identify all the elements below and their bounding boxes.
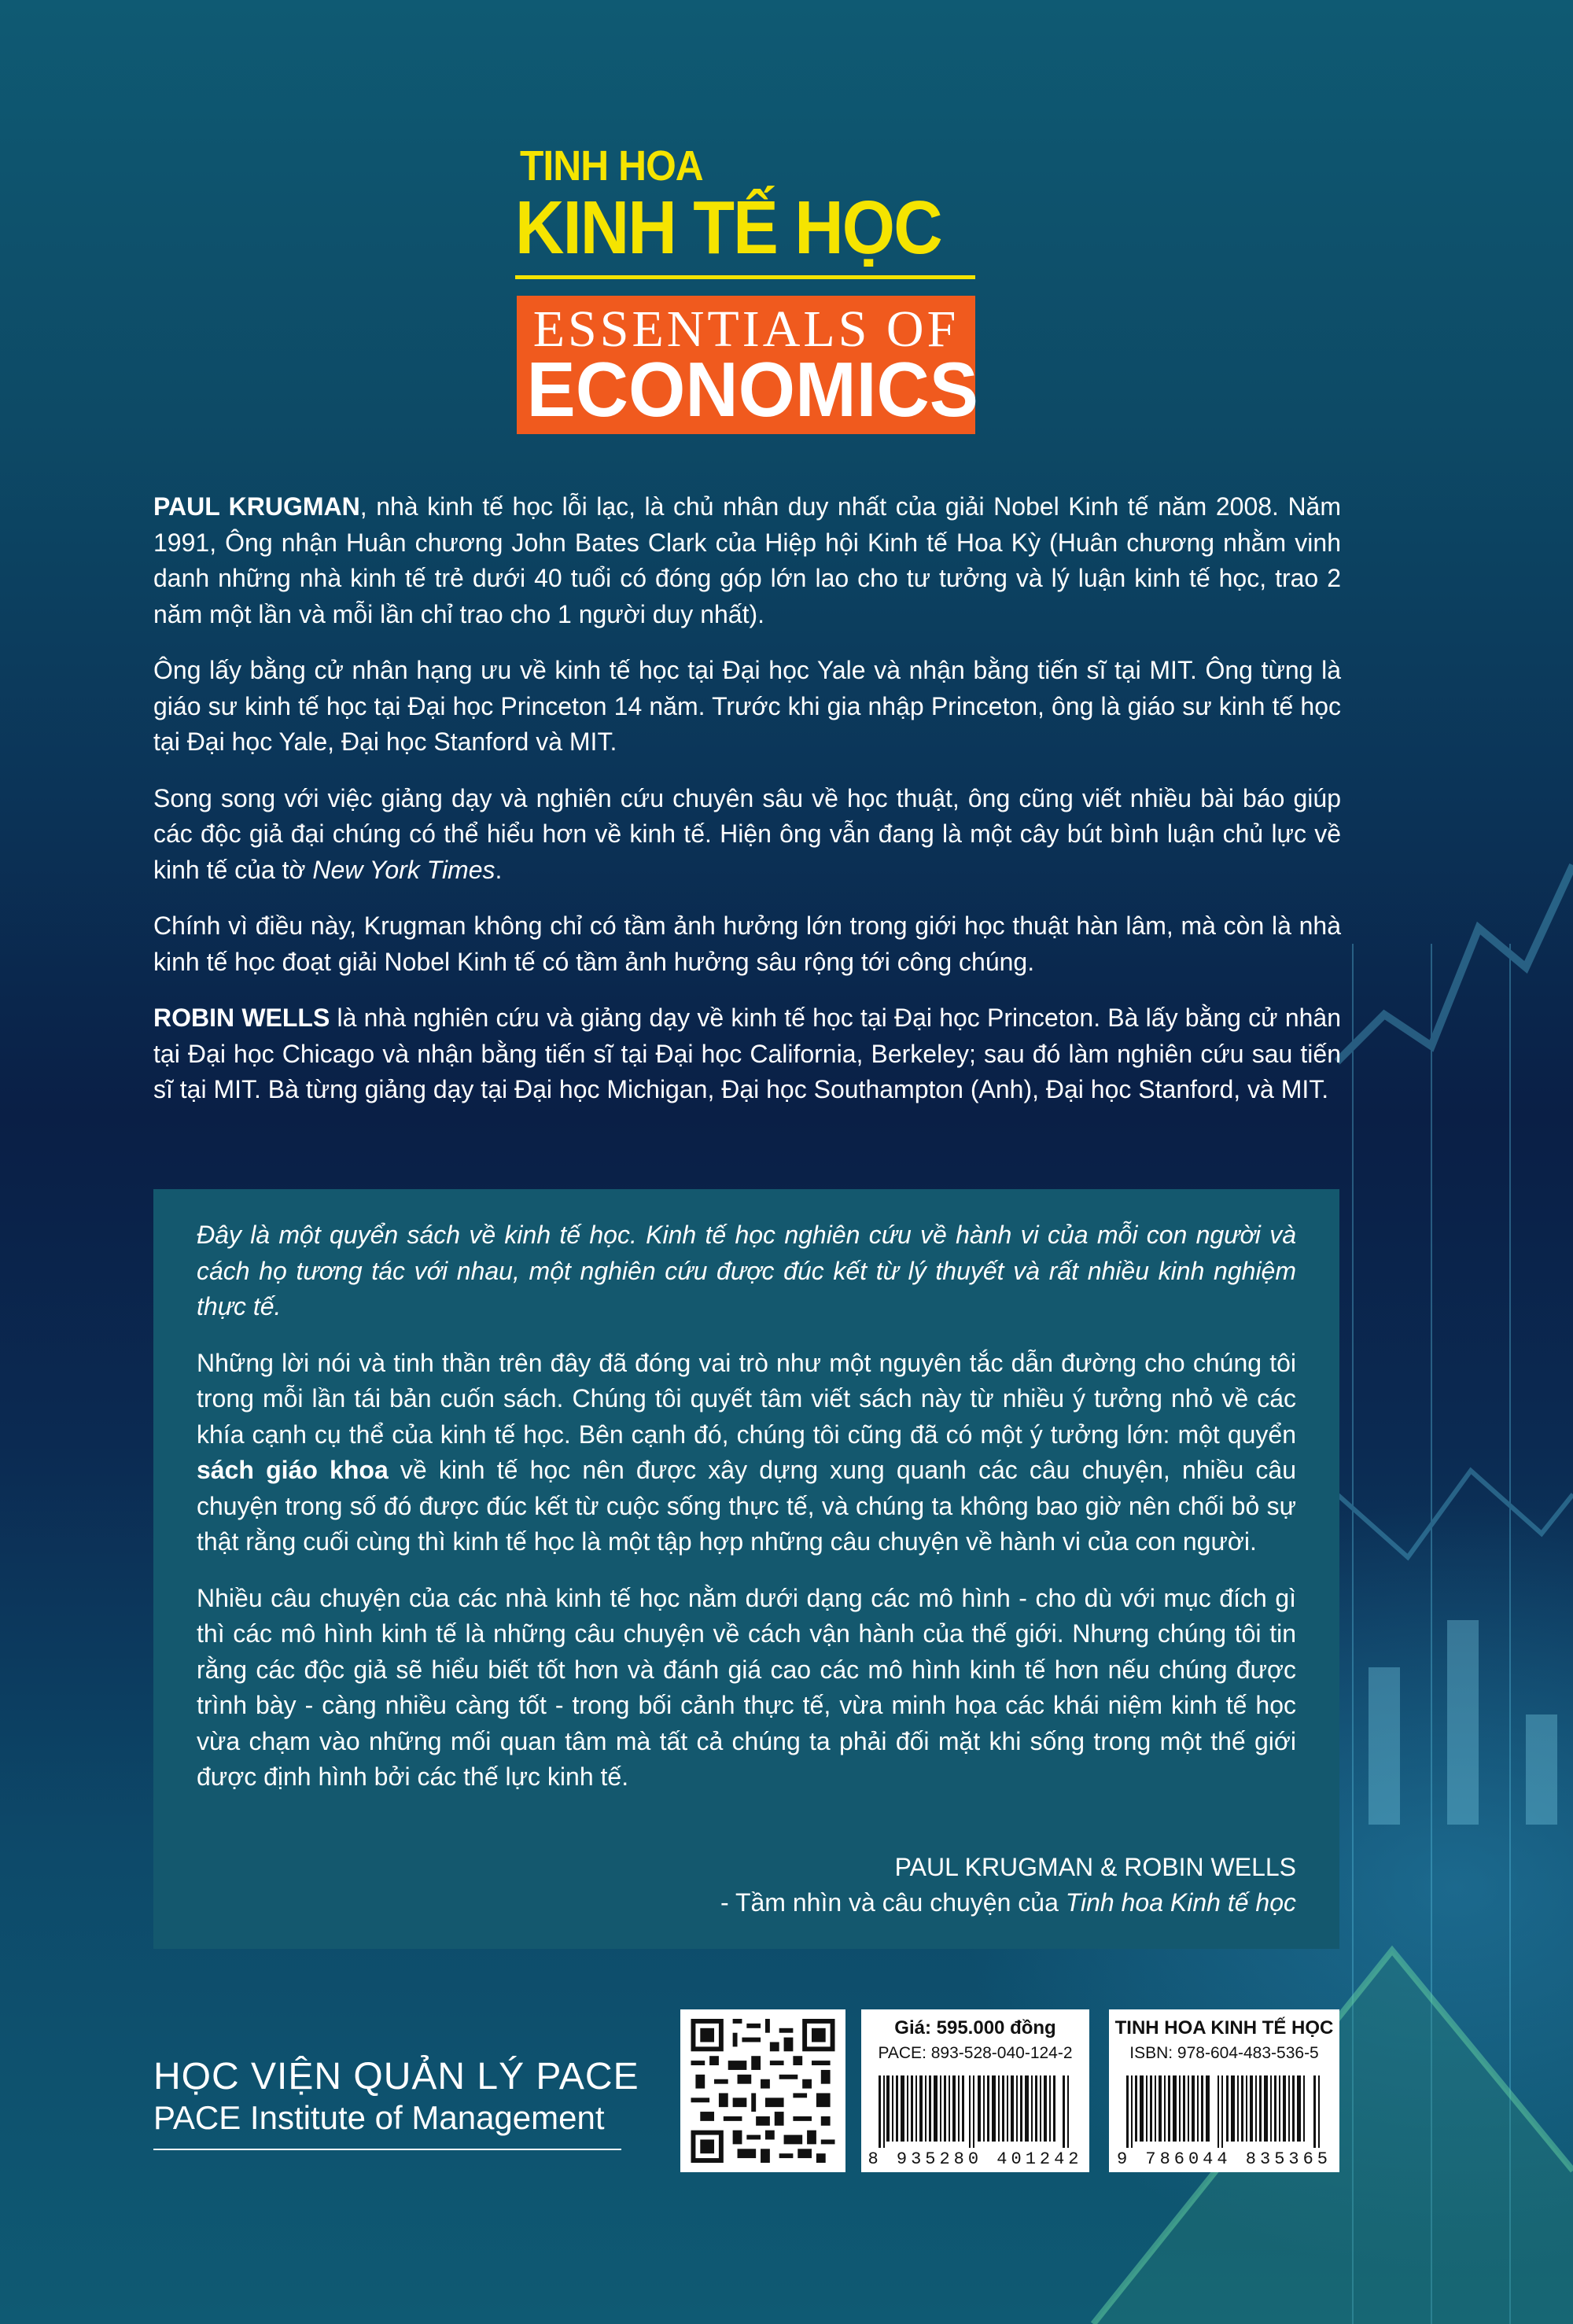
title-line-2: KINH TẾ HỌC	[515, 186, 941, 270]
isbn-barcode	[1109, 2009, 1339, 2172]
isbn-number: ISBN: 978-604-483-536-5	[1129, 2044, 1319, 2062]
publisher	[153, 2057, 639, 2150]
quote-signature	[720, 1850, 1296, 1921]
quote-text-2b: về kinh tế học nên được xây dựng xung quanh các câu chuyện, nhiều câu chuyện trong số đó được đúc kết từ cuộc sống thực tế, và chúng ta không bao giờ nên chối bỏ sự thật rằng cuối cùng thì kinh tế học là một tập hợp những câu chuyện về hành vi của con người.	[197, 1456, 1297, 1556]
bio-text-3-end: .	[495, 855, 503, 884]
title-line-1: TINH HOA	[520, 142, 703, 190]
barcode-bars-icon	[879, 2075, 1072, 2148]
bio-paragraph-krugman	[153, 489, 1341, 632]
publication-name: New York Times	[312, 855, 495, 884]
signature-book-title: Tinh hoa Kinh tế học	[1065, 1888, 1296, 1917]
bio-paragraph-education: Ông lấy bằng cử nhân hạng ưu về kinh tế học tại Đại học Yale và nhận bằng tiến sĩ tại MIT. Ông từng là giáo sư kinh tế học tại Đại học Princeton 14 năm. Trước khi gia nhập Princeton, ông là giáo sư kinh tế học tại Đại học Yale, Đại học Stanford và MIT.	[153, 656, 1341, 756]
quote-text-2a: Những lời nói và tinh thần trên đây đã đóng vai trò như một nguyên tắc dẫn đường cho chúng tôi trong mỗi lần tái bản cuốn sách. Chúng tôi quyết tâm viết sách này từ nhiều ý tưởng nhỏ về các khía cạnh cụ thể của kinh tế học. Bên cạnh đó, chúng tôi cũng đã có một ý tưởng lớn: một quyển	[197, 1348, 1296, 1449]
quote-text	[197, 1217, 1296, 1816]
title-en-line-1: ESSENTIALS OF	[532, 300, 960, 358]
price-barcode-digits: 8 935280 401242	[868, 2149, 1083, 2169]
isbn-barcode-digits: 9 786044 835365	[1116, 2149, 1332, 2169]
qr-code-icon	[690, 2019, 836, 2163]
author-name-wells: ROBIN WELLS	[153, 1004, 330, 1032]
quote-paragraph-1: Đây là một quyển sách về kinh tế học. Kinh tế học nghiên cứu về hành vi của mỗi con người và cách họ tương tác với nhau, một nghiên cứu được đúc kết từ lý thuyết và rất nhiều kinh nghiệm thực tế.	[197, 1221, 1296, 1320]
publisher-name-vi: HỌC VIỆN QUẢN LÝ PACE	[153, 2056, 639, 2097]
isbn-book-title: TINH HOA KINH TẾ HỌC	[1114, 2017, 1334, 2039]
quote-box	[153, 1189, 1339, 1949]
bio-paragraph-wells	[153, 1000, 1341, 1108]
title-en-line-2: ECONOMICS	[526, 346, 978, 433]
publisher-name-en: PACE Institute of Management	[153, 2098, 605, 2136]
pace-code: PACE: 893-528-040-124-2	[878, 2044, 1073, 2062]
price-barcode	[861, 2009, 1089, 2172]
signature-prefix: - Tầm nhìn và câu chuyện của	[720, 1888, 1066, 1917]
qr-code	[680, 2009, 845, 2172]
title-underline	[515, 275, 975, 279]
signature-authors: PAUL KRUGMAN & ROBIN WELLS	[894, 1853, 1296, 1881]
quote-paragraph-2	[197, 1346, 1296, 1560]
signature-source	[720, 1885, 1296, 1921]
barcode-bars-icon	[1126, 2075, 1323, 2148]
bio-text-3: Song song với việc giảng dạy và nghiên cứu chuyên sâu về học thuật, ông cũng viết nhiều bài báo giúp các độc giả đại chúng có thể hiểu hơn về kinh tế. Hiện ông vẫn đang là một cây bút bình luận chủ lực về kinh tế của tờ	[153, 783, 1341, 884]
bio-paragraph-influence: Chính vì điều này, Krugman không chỉ có tầm ảnh hưởng lớn trong giới học thuật hàn lâm, mà còn là nhà kinh tế học đoạt giải Nobel Kinh tế có tầm ảnh hưởng sâu rộng tới công chúng.	[153, 912, 1341, 976]
bio-paragraph-writing	[153, 781, 1341, 889]
author-name-krugman: PAUL KRUGMAN	[153, 492, 360, 521]
quote-paragraph-3: Nhiều câu chuyện của các nhà kinh tế học nằm dưới dạng các mô hình - cho dù với mục đích gì thì các mô hình kinh tế là những câu chuyện về cách vận hành của thế giới. Nhưng chúng tôi tin rằng các độc giả sẽ hiểu biết tốt hơn và đánh giá cao các mô hình kinh tế hơn nếu chúng được trình bày - càng nhiều càng tốt - trong bối cảnh thực tế, vừa minh họa các khái niệm kinh tế học vừa chạm vào những mối quan tâm mà tất cả chúng ta phải đối mặt khi sống trong một thế giới được định hình bởi các thế lực kinh tế.	[197, 1583, 1296, 1791]
author-bios	[153, 489, 1341, 1129]
price-label: Giá: 595.000 đồng	[894, 2017, 1056, 2039]
bio-text-1: , nhà kinh tế học lỗi lạc, là chủ nhân duy nhất của giải Nobel Kinh tế năm 2008. Năm 1991, Ông nhận Huân chương John Bates Clark của Hiệp hội Kinh tế Hoa Kỳ (Huân chương nhằm vinh danh những nhà kinh tế trẻ dưới 40 tuổi có đóng góp lớn lao cho tư tưởng và lý luận kinh tế học, trao 2 năm một lần và mỗi lần chỉ trao cho 1 người duy nhất).	[153, 492, 1342, 628]
publisher-underline	[153, 2149, 621, 2150]
bio-text-5: là nhà nghiên cứu và giảng dạy về kinh tế học tại Đại học Princeton. Bà lấy bằng cử nhân tại Đại học Chicago và nhận bằng tiến sĩ tại Đại học California, Berkeley; sau đó làm nghiên cứu sau tiến sĩ tại MIT. Bà từng giảng dạy tại Đại học Michigan, Đại học Southampton (Anh), Đại học Stanford, và MIT.	[153, 1004, 1342, 1103]
quote-bold-textbook: sách giáo khoa	[197, 1456, 389, 1484]
